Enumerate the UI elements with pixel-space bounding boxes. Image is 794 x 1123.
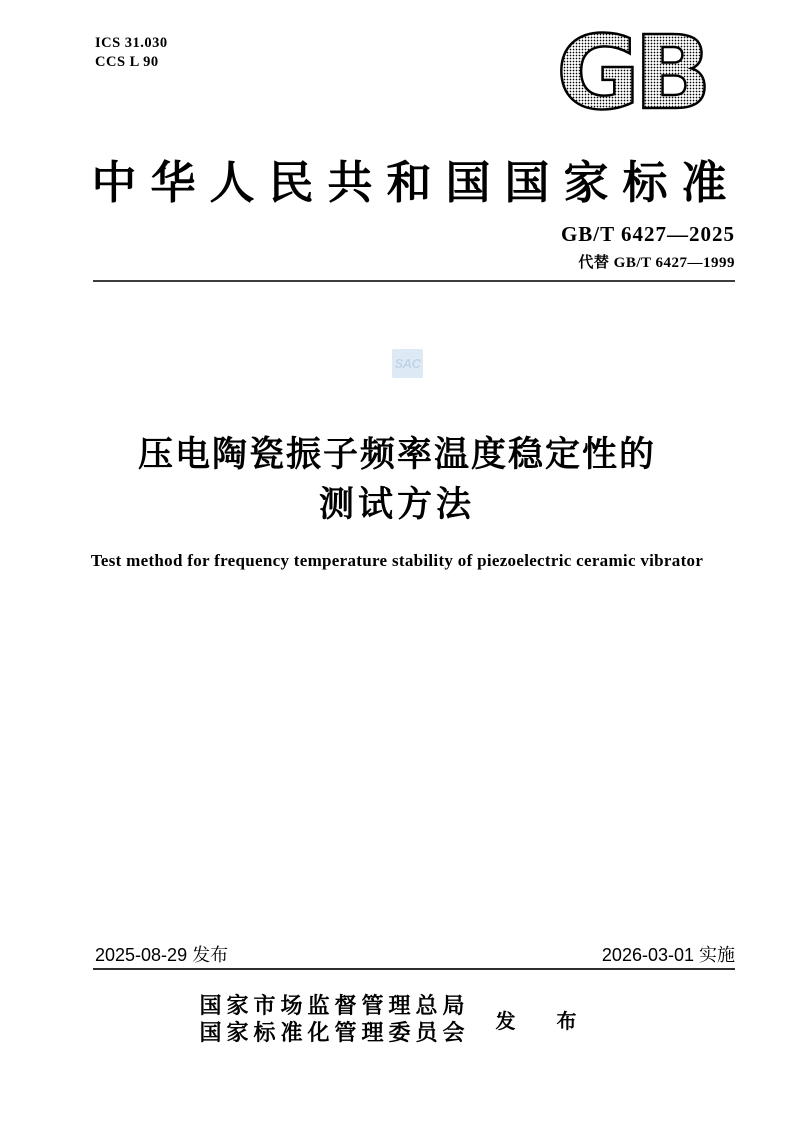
issuer-line2: 国家标准化管理委员会 (199, 1020, 470, 1045)
footer-divider (93, 968, 735, 970)
gb-logo-graphic (545, 30, 717, 120)
issuer-names (199, 992, 469, 1046)
gb-logo (545, 30, 717, 120)
issuer-block (0, 992, 794, 1046)
national-standard-title: 中华人民共和国国家标准 (91, 158, 741, 208)
standard-number-block (561, 222, 735, 272)
replaced-standard: 代替 GB/T 6427—1999 (578, 255, 735, 271)
dates-row (95, 941, 735, 967)
classification-codes (95, 34, 168, 72)
ics-code: ICS 31.030 (95, 35, 168, 51)
document-title (0, 430, 794, 530)
sac-watermark-text: SAC (394, 356, 421, 371)
sac-watermark (392, 349, 423, 378)
standard-number: GB/T 6427—2025 (560, 222, 735, 246)
publish-label: 发 布 (495, 1010, 595, 1033)
issue-date: 2025-08-29 发布 (95, 945, 229, 965)
ccs-code: CCS L 90 (95, 54, 159, 70)
document-title-line2: 测试方法 (318, 485, 475, 524)
implement-date: 2026-03-01 实施 (601, 945, 735, 965)
issuer-line1: 国家市场监督管理总局 (199, 993, 470, 1018)
gb-logo-text: GB (556, 30, 706, 120)
document-title-english: Test method for frequency temperature stability of piezoelectric ceramic vibrator (90, 551, 704, 570)
document-title-line1: 压电陶瓷振子频率温度稳定性的 (137, 435, 656, 474)
header-divider (93, 280, 735, 282)
